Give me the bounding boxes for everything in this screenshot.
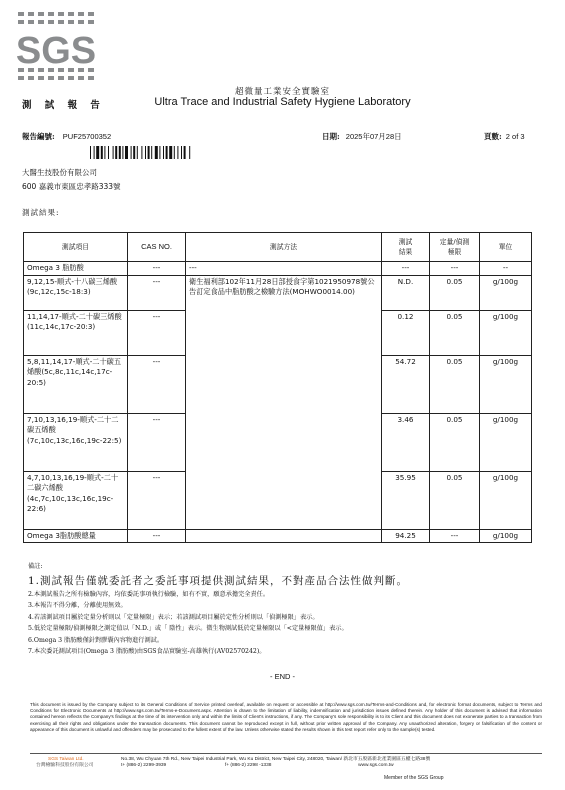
page-number-label: 頁數: [484, 132, 502, 141]
cell-unit: g/100g [480, 529, 532, 543]
lab-name-zh: 超微量工業安全實驗室 [234, 87, 330, 97]
footer-entity-zh: 台灣檢驗科技股份有限公司 [36, 763, 94, 768]
cell-item: 7,10,13,16,19-順式-二十二碳五烯酸(7c,10c,13c,16c,19c-22:5) [24, 413, 128, 471]
cell-result: 54.72 [382, 355, 430, 413]
cell-cas: --- [128, 310, 186, 355]
disclaimer-text: This document is issued by the Company subject to its General Conditions of Service printed overleaf, available on request or accessible at http://www.sgs.com.tw/Terms-and-Conditions and, for electronic format documents, subject to Terms and Conditions for Electronic Documents at http://www.sgs.com.tw/Terms-e-Document.aspx. Attention is drawn to the limitation of liability, indemnification and jurisdiction issues defined therein. Any holder of this document is advised that information contained hereon reflects the Company's findings at the time of its intervention only and within the limits of Client's instructions, if any. The Company's sole responsibility is to its Client and this document does not exonerate parties to a transaction from exercising all their rights and obligations under the transaction documents. This document cannot be reproduced except in full, without prior written approval of the Company. Any unauthorized alteration, forgery or falsification of the content or appearance of this document is unlawful and offenders may be prosecuted to the fullest extent of the law. Unless otherwise stated the results shown in this test report refer only to the sample(s) tested. [30, 702, 542, 732]
barcode-bar [189, 146, 190, 159]
barcode-bar [148, 146, 150, 159]
cell-item: 9,12,15-順式-十八碳三烯酸(9c,12c,15c-18:3) [24, 275, 128, 310]
notes-title: 備註: [28, 563, 43, 570]
report-label-zh: 測 試 報 告 [22, 100, 105, 111]
note-item: 2.本測試報告之所有檢驗內容，均依委託事項執行檢驗，如有不實，願意承擔完全責任。 [28, 590, 270, 598]
report-date [322, 131, 402, 142]
cell-result: 3.46 [382, 413, 430, 471]
cell-result: N.D. [382, 275, 430, 310]
note-item: 5.低於定量極限/偵測極限之測定值以「N.D.」或「 陰性」表示。微生物測試低於定量極限以「<定量極限值」表示。 [28, 625, 348, 632]
barcode-bar [137, 146, 138, 159]
cell-method-shared: 衛生福利部102年11月28日部授食字第1021950978號公告訂定食品中脂肪酸之檢驗方法(MOHWO0014.00) [186, 275, 382, 529]
cell-unit: -- [480, 262, 532, 276]
cell-result: 94.25 [382, 529, 430, 543]
page-number-value: 2 of 3 [505, 132, 525, 141]
header-item: 測試項目 [24, 233, 128, 262]
header-limit-line1: 定量/偵測 [439, 237, 470, 246]
barcode-bar [181, 146, 182, 159]
cell-cas: --- [128, 413, 186, 471]
barcode-bar [122, 146, 123, 159]
footer-member: Member of the SGS Group [384, 775, 444, 781]
barcode-bar [125, 146, 128, 159]
table-row [24, 275, 532, 310]
barcode-bar [159, 146, 160, 159]
barcode-bar [108, 146, 109, 159]
cell-item: 11,14,17-順式-二十碳三烯酸(11c,14c,17c-20:3) [24, 310, 128, 355]
cell-limit: 0.05 [430, 275, 480, 310]
footer-phone: t+ (886-2) 2299-3939 [121, 763, 167, 768]
cell-result: --- [382, 262, 430, 276]
cell-cas: --- [128, 275, 186, 310]
barcode-bar [177, 146, 178, 159]
cell-limit: 0.05 [430, 355, 480, 413]
cell-method [186, 529, 382, 543]
barcode [90, 144, 218, 157]
barcode-bar [184, 146, 186, 159]
barcode-bar [174, 146, 175, 159]
cell-limit: --- [430, 262, 480, 276]
cell-limit: 0.05 [430, 310, 480, 355]
cell-unit: g/100g [480, 310, 532, 355]
header-unit: 單位 [480, 233, 532, 262]
cell-cas: --- [128, 529, 186, 543]
barcode-bar [145, 146, 146, 159]
barcode-bar [131, 146, 132, 159]
cell-item: Omega 3 脂肪酸 [24, 262, 128, 276]
footer-website[interactable]: www.sgs.com.tw [358, 763, 394, 768]
note-item: 7.本次委託測試項目(Omega 3 脂肪酸)由SGS食品實驗室-高雄執行(AV02570242)。 [28, 648, 266, 655]
header-cas: CAS NO. [128, 233, 186, 262]
client-address: 600 嘉義市東區忠孝路333號 [22, 182, 121, 191]
cell-unit: g/100g [480, 471, 532, 529]
note-item: 4.若該測試項目屬於定量分析則以「定量極限」表示；若該測試項目屬於定性分析則以「偵測極限」表示。 [28, 613, 319, 621]
note-item: 1.測試報告僅就委託者之委託事項提供測試結果，不對產品合法性做判斷。 [28, 574, 409, 587]
barcode-bar [119, 146, 121, 159]
barcode-bar [155, 146, 158, 159]
barcode-bar [151, 146, 152, 159]
report-number-label: 報告編號: [22, 132, 55, 141]
table-row-total [24, 529, 532, 543]
report-number [22, 131, 111, 142]
sgs-logo-text: SGS [15, 30, 97, 72]
cell-item: Omega 3脂肪酸總量 [24, 529, 128, 543]
cell-cas: --- [128, 262, 186, 276]
barcode-bar [163, 146, 164, 159]
footer-entity-en: SGS Taiwan Ltd. [48, 757, 84, 762]
barcode-bar [90, 146, 91, 159]
barcode-bar [104, 146, 105, 159]
report-date-value: 2025年07月28日 [345, 132, 402, 141]
cell-result: 0.12 [382, 310, 430, 355]
footer-divider [30, 753, 542, 754]
header-limit [430, 233, 480, 262]
lab-name-en: Ultra Trace and Industrial Safety Hygiene Laboratory [154, 96, 411, 108]
barcode-bar [94, 146, 95, 159]
barcode-bar [133, 146, 135, 159]
cell-limit: 0.05 [430, 471, 480, 529]
barcode-bar [141, 146, 142, 159]
table-header-row [24, 233, 532, 262]
note-item: 6.Omega 3 脂肪酸僅針對膠囊內容物進行測試。 [28, 636, 164, 644]
header-result [382, 233, 430, 262]
notes-section [28, 561, 548, 658]
header-limit-line2: 極限 [447, 248, 462, 256]
cell-limit: --- [430, 529, 480, 543]
barcode-bar [169, 146, 172, 159]
header-method: 測試方法 [186, 233, 382, 262]
footer-contact [121, 757, 430, 769]
header-result-line1: 測試 [398, 237, 413, 246]
results-label: 測試結果: [22, 208, 60, 217]
barcode-bar [113, 146, 114, 159]
barcode-bar [96, 146, 99, 159]
footer-entity [36, 757, 94, 769]
cell-unit: g/100g [480, 413, 532, 471]
cell-unit: g/100g [480, 355, 532, 413]
barcode-bar [115, 146, 117, 159]
cell-result: 35.95 [382, 471, 430, 529]
cell-limit: 0.05 [430, 413, 480, 471]
footer-fax: f+ (886-2) 2298 -1338 [224, 763, 272, 768]
end-marker: - END - [270, 672, 295, 681]
note-item: 3.本報告不得分離，分離使用無效。 [28, 602, 127, 609]
results-table [23, 232, 532, 543]
barcode-bar [101, 146, 103, 159]
cell-method: --- [186, 262, 382, 276]
page-number [484, 131, 525, 142]
footer-address: No.38, Wu Chyuan 7th Rd., New Taipei Industrial Park, Wu Ku District, New Taipei City, 248020, Taiwan/ 新北市五股區新北產業園區五權七路38號 [121, 757, 431, 762]
table-row-group [24, 262, 532, 276]
client-name: 大醫生技股份有限公司 [22, 168, 97, 177]
cell-cas: --- [128, 355, 186, 413]
cell-item: 5,8,11,14,17-順式-二十碳五烯酸(5c,8c,11c,14c,17c-20:5) [24, 355, 128, 413]
cell-cas: --- [128, 471, 186, 529]
barcode-bar [166, 146, 168, 159]
report-number-value: PUF25700352 [62, 132, 112, 141]
report-date-label: 日期: [322, 132, 340, 141]
cell-unit: g/100g [480, 275, 532, 310]
header-result-line2: 結果 [398, 248, 413, 256]
cell-item: 4,7,10,13,16,19-順式-二十二碳六烯酸(4c,7c,10c,13c,16c,19c-22:6) [24, 471, 128, 529]
